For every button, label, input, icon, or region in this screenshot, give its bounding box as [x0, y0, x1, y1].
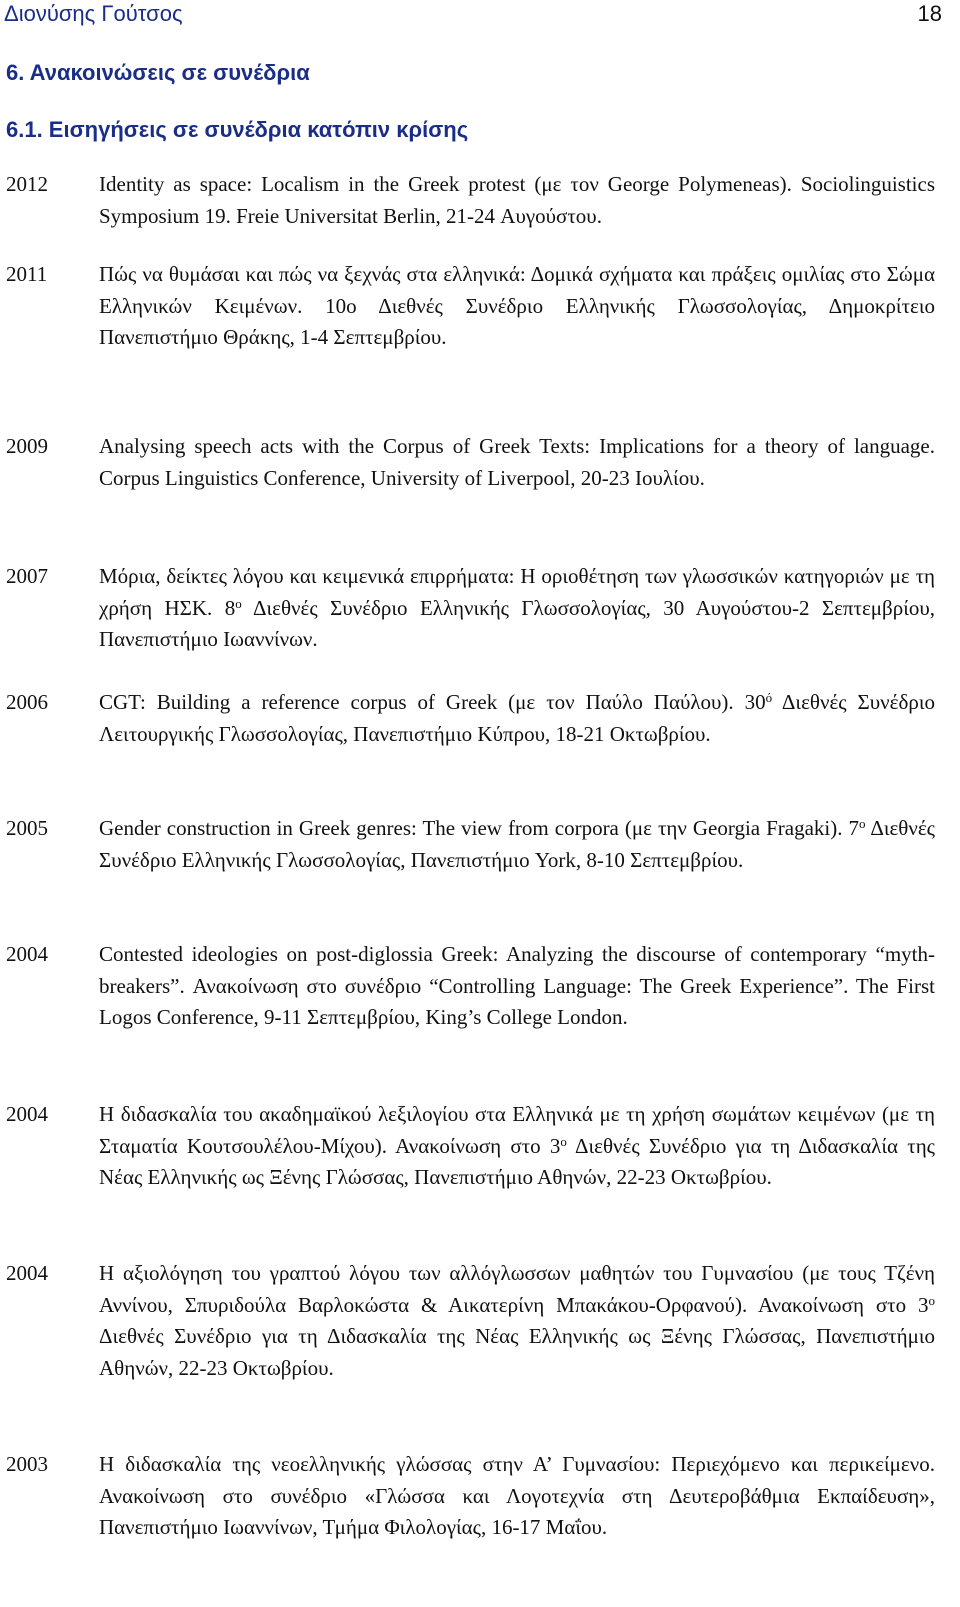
entry-year: 2004: [6, 1261, 48, 1285]
entry-year: 2006: [6, 690, 48, 714]
entry-text: Gender construction in Greek genres: The view from corpora (με την Georgia Fragaki). $7^o$ Διεθνές Συνέδριο Ελληνικής Γλωσσολογίας, Πανεπιστήμιο York, 8-10 Σεπτεμβρίου.: [99, 816, 935, 872]
entry-text: Πώς να θυμάσαι και πώς να ξεχνάς στα ελληνικά: Δομικά σχήματα και πράξεις ομιλίας στο Σώμα Ελληνικών Κειμένων. 10ο Διεθνές Συνέδριο Ελληνικής Γλωσσολογίας, Δημοκρίτειο Πανεπιστήμιο Θράκης, 1-4 Σεπτεμβρίου.: [99, 262, 935, 349]
entry-text: Η διδασκαλία της νεοελληνικής γλώσσας στην Α’ Γυμνασίου: Περιεχόμενο και περικείμενο. Ανακοίνωση στο συνέδριο «Γλώσσα και Λογοτεχνία στη Δευτεροβάθμια Εκπαίδευση», Πανεπιστήμιο Ιωαννίνων, Τμήμα Φιλολογίας, 16-17 Μαΐου.: [99, 1452, 935, 1539]
page-header: [4, 0, 942, 30]
entry-year: 2003: [6, 1452, 48, 1476]
entry-year: 2004: [6, 1102, 48, 1126]
entry-text: Identity as space: Localism in the Greek protest (με τον George Polymeneas). Sociolinguistics Symposium 19. Freie Universitat Berlin, 21-24 Αυγούστου.: [99, 172, 935, 228]
entry-year: 2005: [6, 816, 48, 840]
entry-year: 2007: [6, 564, 48, 588]
entry-year: 2009: [6, 434, 48, 458]
entry-text: Η διδασκαλία του ακαδημαϊκού λεξιλογίου στα Ελληνικά με τη χρήση σωμάτων κειμένων (με τη Σταματία Κουτσουλέλου-Μίχου). Ανακοίνωση στο $3^o$ Διεθνές Συνέδριο για τη Διδασκαλία της Νέας Ελληνικής ως Ξένης Γλώσσας, Πανεπιστήμιο Αθηνών, 22-23 Οκτωβρίου.: [99, 1102, 935, 1189]
page-number: 18: [917, 1, 942, 26]
entry-text: Μόρια, δείκτες λόγου και κειμενικά επιρρήματα: Η οριοθέτηση των γλωσσικών κατηγοριών με τη χρήση ΗΣΚ. $8^o$ Διεθνές Συνέδριο Ελληνικής Γλωσσολογίας, 30 Αυγούστου-2 Σεπτεμβρίου, Πανεπιστήμιο Ιωαννίνων.: [99, 564, 936, 651]
section-heading: 6. Ανακοινώσεις σε συνέδρια: [6, 60, 310, 85]
subsection-heading: 6.1. Εισηγήσεις σε συνέδρια κατόπιν κρίσης: [6, 117, 469, 142]
entry-text: Η αξιολόγηση του γραπτού λόγου των αλλόγλωσσων μαθητών του Γυμνασίου (με τους Τζένη Αννίνου, Σπυριδούλα Βαρλοκώστα & Αικατερίνη Μπακάκου-Ορφανού). Ανακοίνωση στο $3^o$ Διεθνές Συνέδριο για τη Διδασκαλία της Νέας Ελληνικής ως Ξένης Γλώσσας, Πανεπιστήμιο Αθηνών, 22-23 Οκτωβρίου.: [99, 1261, 935, 1380]
entry-text: Analysing speech acts with the Corpus of Greek Texts: Implications for a theory of language. Corpus Linguistics Conference, University of Liverpool, 20-23 Ιουλίου.: [99, 434, 935, 490]
author-name: Διονύσης Γούτσος: [4, 1, 183, 26]
entry-year: 2011: [6, 262, 48, 286]
entry-text: Contested ideologies on post-diglossia Greek: Analyzing the discourse of contemporary “myth-breakers”. Ανακοίνωση στο συνέδριο “Controlling Language: The Greek Experience”. The First Logos Conference, 9-11 Σεπτεμβρίου, King’s College London.: [99, 942, 935, 1029]
entry-year: 2004: [6, 942, 48, 966]
entry-text: CGT: Building a reference corpus of Greek (με τον Παύλο Παύλου). $30^ό$ Διεθνές Συνέδριο Λειτουργικής Γλωσσολογίας, Πανεπιστήμιο Κύπρου, 18-21 Οκτωβρίου.: [99, 690, 935, 746]
entry-year: 2012: [6, 172, 48, 196]
